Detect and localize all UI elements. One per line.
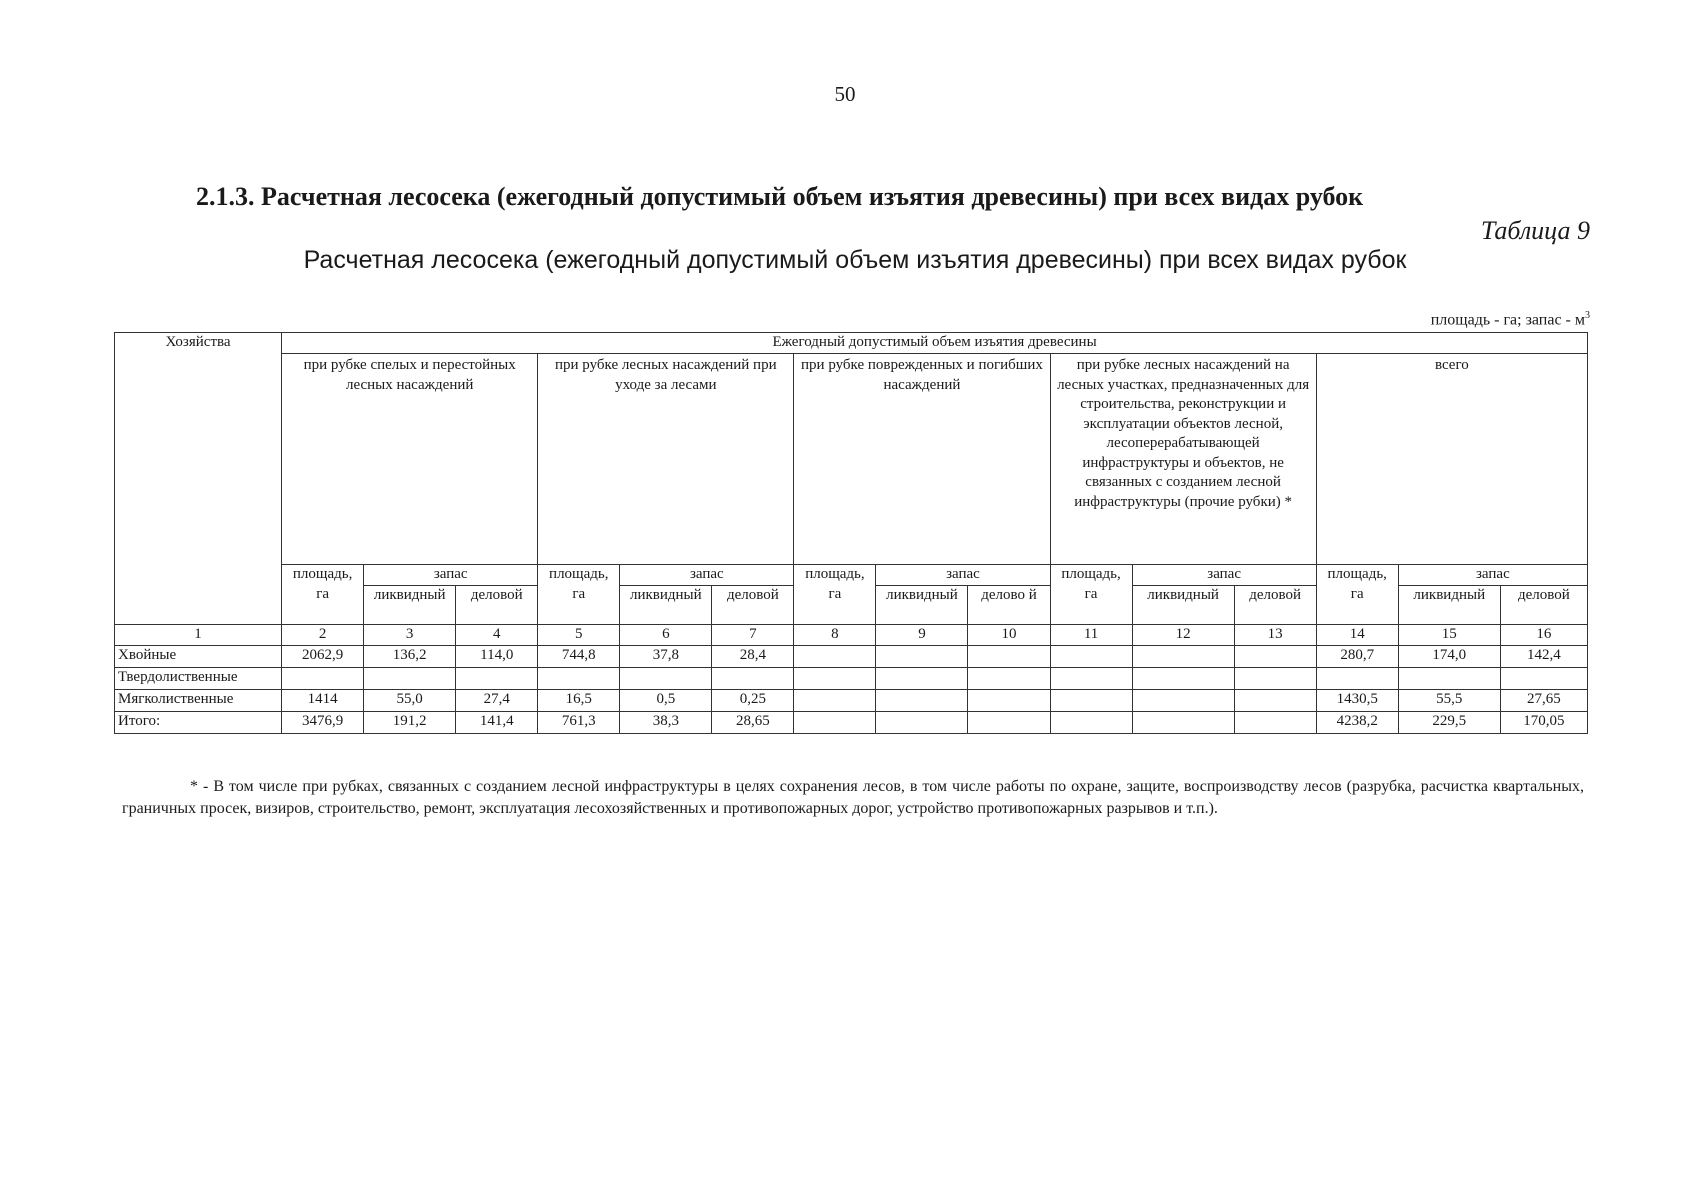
column-number: 14 (1316, 625, 1398, 646)
table-cell: 27,4 (456, 690, 538, 712)
table-cell: 114,0 (456, 646, 538, 668)
column-number: 7 (712, 625, 794, 646)
subheader-liquid: ликвидный (1398, 586, 1500, 625)
column-number: 1 (115, 625, 282, 646)
table-cell (876, 712, 968, 734)
units-note (1431, 310, 1590, 329)
table-cell (1050, 712, 1132, 734)
table-row (115, 690, 1588, 712)
subheader-liquid: ликвидный (1132, 586, 1234, 625)
table-cell: 27,65 (1500, 690, 1587, 712)
subheader-liquid: ликвидный (620, 586, 712, 625)
subheader-area: площадь, га (1316, 565, 1398, 625)
table-cell: 170,05 (1500, 712, 1587, 734)
table-cell (794, 646, 876, 668)
table-cell: 1414 (282, 690, 364, 712)
table-cell (876, 646, 968, 668)
subheader-stock: запас (1398, 565, 1587, 586)
table-cell (620, 668, 712, 690)
table-cell (876, 668, 968, 690)
table-cell: 174,0 (1398, 646, 1500, 668)
table-cell: 280,7 (1316, 646, 1398, 668)
column-numbers-row (115, 625, 1588, 646)
subheader-area: площадь, га (538, 565, 620, 625)
column-number: 16 (1500, 625, 1587, 646)
table-cell: 55,0 (364, 690, 456, 712)
table-cell: 16,5 (538, 690, 620, 712)
group-thinning-cutting: при рубке лесных насаждений при уходе за лесами (538, 354, 794, 565)
column-number: 15 (1398, 625, 1500, 646)
table-cell (1132, 668, 1234, 690)
table-cell (1500, 668, 1587, 690)
table-cell: 0,5 (620, 690, 712, 712)
table-cell: 141,4 (456, 712, 538, 734)
section-heading: 2.1.3. Расчетная лесосека (ежегодный допустимый объем изъятия древесины) при всех видах рубок (196, 182, 1364, 211)
table-cell (794, 690, 876, 712)
group-total: всего (1316, 354, 1587, 565)
table-cell (1234, 668, 1316, 690)
table-cell (968, 712, 1050, 734)
table-cell (1234, 712, 1316, 734)
table-cell (712, 668, 794, 690)
subheader-business: делово й (968, 586, 1050, 625)
table-cell (1050, 690, 1132, 712)
table-cell (968, 690, 1050, 712)
table-row (115, 712, 1588, 734)
table-cell: 28,65 (712, 712, 794, 734)
column-number: 11 (1050, 625, 1132, 646)
subheader-business: деловой (712, 586, 794, 625)
table-cell (794, 712, 876, 734)
table-cell (364, 668, 456, 690)
table-cell: 1430,5 (1316, 690, 1398, 712)
table-cell: 37,8 (620, 646, 712, 668)
table-cell (282, 668, 364, 690)
table-cell: 28,4 (712, 646, 794, 668)
table-cell: 744,8 (538, 646, 620, 668)
table-cell: 0,25 (712, 690, 794, 712)
column-number: 3 (364, 625, 456, 646)
table-cell (794, 668, 876, 690)
column-number: 5 (538, 625, 620, 646)
table-cell: 55,5 (1398, 690, 1500, 712)
table-cell: 4238,2 (1316, 712, 1398, 734)
table-cell: 136,2 (364, 646, 456, 668)
group-mature-cutting: при рубке спелых и перестойных лесных насаждений (282, 354, 538, 565)
subheader-stock: запас (1132, 565, 1316, 586)
table-cell: 229,5 (1398, 712, 1500, 734)
table-cell: 38,3 (620, 712, 712, 734)
column-number: 10 (968, 625, 1050, 646)
table-cell (1132, 646, 1234, 668)
subheader-area: площадь, га (282, 565, 364, 625)
subheader-business: деловой (1500, 586, 1587, 625)
row-label: Итого: (115, 712, 282, 734)
column-number: 13 (1234, 625, 1316, 646)
table-cell (876, 690, 968, 712)
column-number: 12 (1132, 625, 1234, 646)
table-label: Таблица 9 (1480, 216, 1590, 245)
column-number: 4 (456, 625, 538, 646)
allowable-cut-table (114, 332, 1588, 734)
row-label: Хвойные (115, 646, 282, 668)
subheader-stock: запас (876, 565, 1050, 586)
table-caption: Расчетная лесосека (ежегодный допустимый объем изъятия древесины) при всех видах рубок (303, 246, 1407, 274)
table-cell (968, 646, 1050, 668)
table-cell: 2062,9 (282, 646, 364, 668)
table-cell: 191,2 (364, 712, 456, 734)
table-cell (968, 668, 1050, 690)
table-cell (1050, 668, 1132, 690)
table-cell (1234, 690, 1316, 712)
table-cell: 142,4 (1500, 646, 1587, 668)
page-number: 50 (834, 82, 856, 106)
subheader-liquid: ликвидный (364, 586, 456, 625)
table-cell (1234, 646, 1316, 668)
footnote: * - В том числе при рубках, связанных с созданием лесной инфраструктуры в целях сохранения лесов, в том числе работы по охране, защите, воспроизводству лесов (разрубка, расчистка квартальных, граничных просек, визиров, строительство, ремонт, эксплуатация лесохозяйственных и противопожарных дорог, устройство противопожарных разрывов и т.п.). (122, 778, 1584, 817)
subheader-business: деловой (456, 586, 538, 625)
subheader-business: деловой (1234, 586, 1316, 625)
table-cell: 3476,9 (282, 712, 364, 734)
group-other-cutting: при рубке лесных насаждений на лесных участках, предназначенных для строительства, реконструкции и эксплуатации объектов лесной, лесоперерабатывающей инфраструктуры и объектов, не связанных с созданием лесной инфраструктуры (прочие рубки) * (1050, 354, 1316, 565)
column-number: 8 (794, 625, 876, 646)
table-row (115, 668, 1588, 690)
subheader-stock: запас (620, 565, 794, 586)
column-number: 6 (620, 625, 712, 646)
header-farms: Хозяйства (115, 333, 282, 625)
table-cell (1132, 690, 1234, 712)
table-cell (1132, 712, 1234, 734)
group-damaged-cutting: при рубке поврежденных и погибших насаждений (794, 354, 1050, 565)
subheader-stock: запас (364, 565, 538, 586)
subheader-area: площадь, га (794, 565, 876, 625)
table-cell (1398, 668, 1500, 690)
row-label: Мягколиственные (115, 690, 282, 712)
table-cell (538, 668, 620, 690)
subheader-area: площадь, га (1050, 565, 1132, 625)
table-cell (1050, 646, 1132, 668)
units-text: площадь - га; запас - м (1430, 311, 1585, 329)
row-label: Твердолиственные (115, 668, 282, 690)
column-number: 2 (282, 625, 364, 646)
units-superscript: 3 (1585, 310, 1590, 321)
table-cell (456, 668, 538, 690)
table-row (115, 646, 1588, 668)
column-number: 9 (876, 625, 968, 646)
subheader-liquid: ликвидный (876, 586, 968, 625)
table-cell (1316, 668, 1398, 690)
table-cell: 761,3 (538, 712, 620, 734)
header-annual-volume: Ежегодный допустимый объем изъятия древесины (282, 333, 1588, 354)
